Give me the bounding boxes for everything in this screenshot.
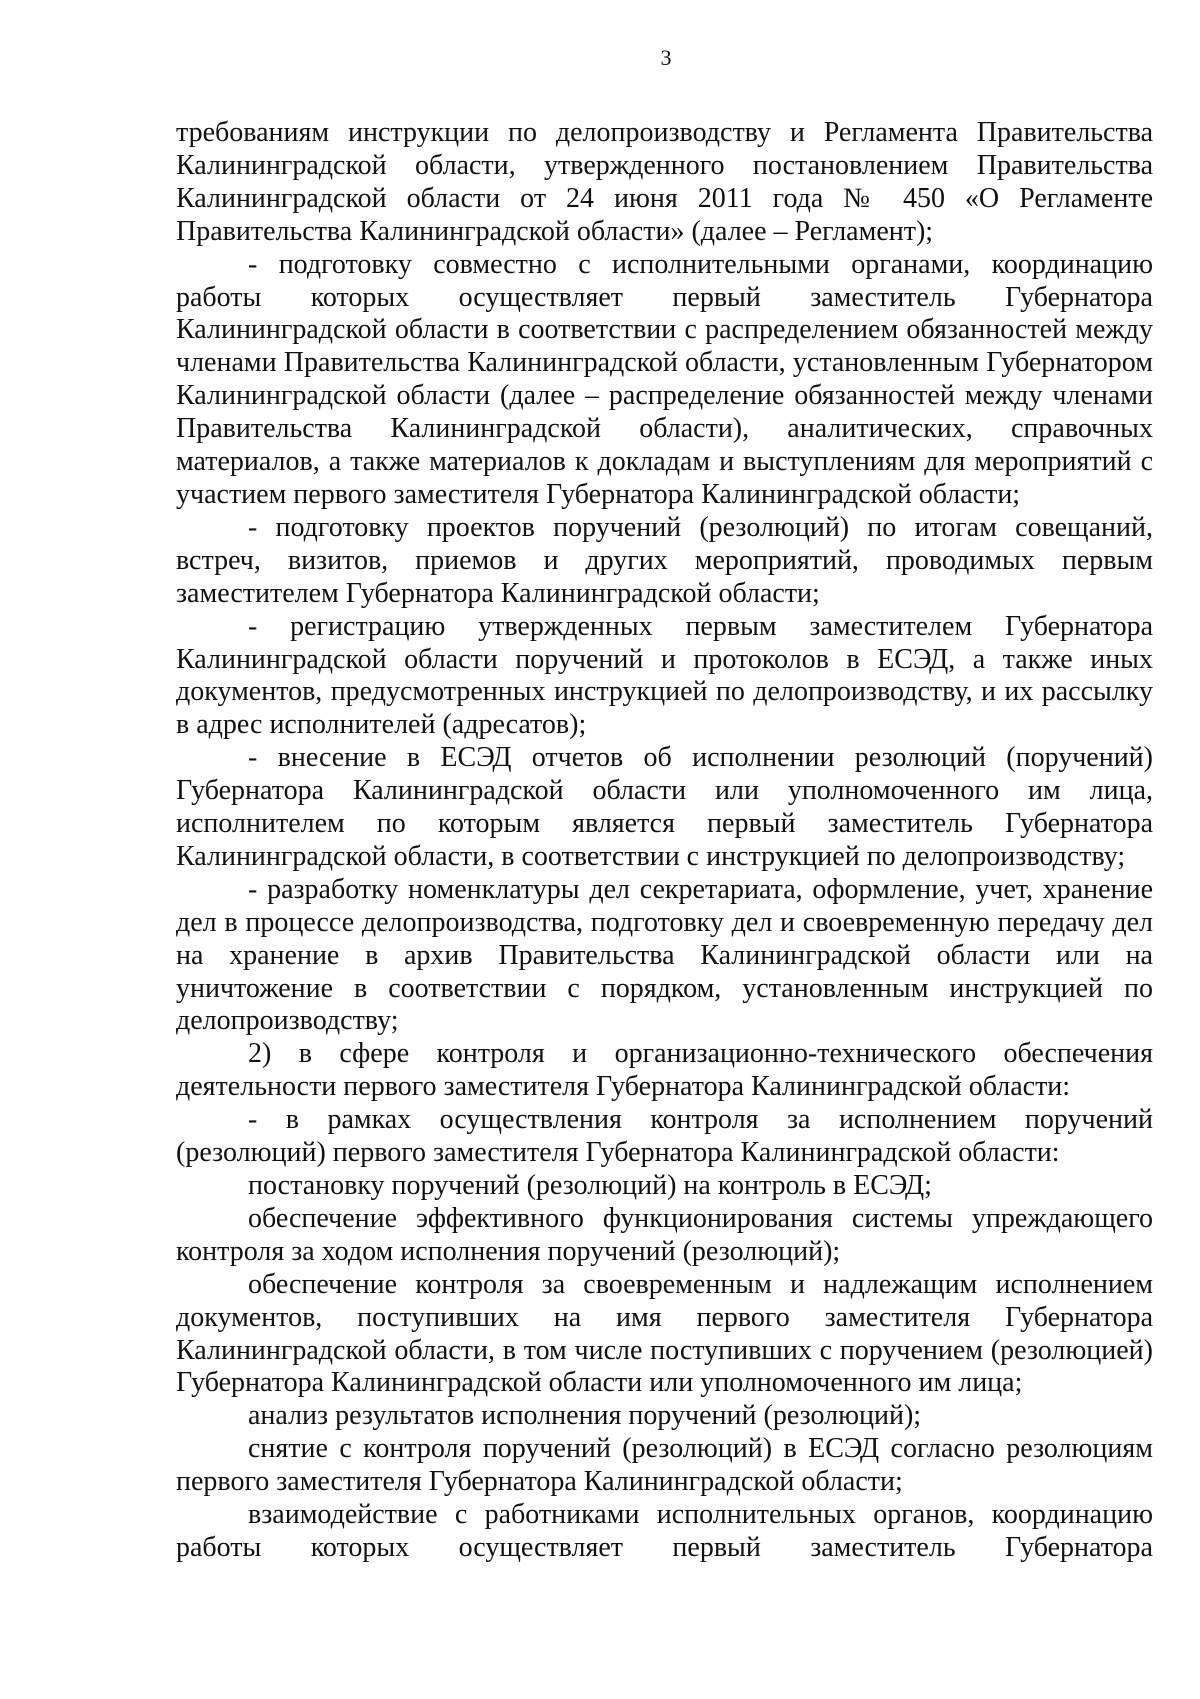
page-number: 3 [660, 45, 672, 70]
paragraph: - разработку номенклатуры дел секретариата, оформление, учет, хранение дел в процессе делопроизводства, подготовку дел и своевременную передачу дел на хранение в архив Правительства Калининградской области или на уничтожение в соответствии с порядком, установленным инструкцией по делопроизводству; [176, 873, 1153, 1037]
paragraph: постановку поручений (резолюций) на контроль в ЕСЭД; [248, 1170, 932, 1201]
paragraph: - подготовку проектов поручений (резолюций) по итогам совещаний, встреч, визитов, приемов и других мероприятий, проводимых первым заместителем Губернатора Калининградской области; [176, 511, 1153, 609]
paragraph: - подготовку совместно с исполнительными органами, координацию работы которых осуществляет первый заместитель Губернатора Калининградской области в соответствии с распределением обязанностей между членами Правительства Калининградской области, установленным Губернатором Калининградской области (далее – распределение обязанностей между членами Правительства Калининградской области), аналитических, справочных материалов, а также материалов к докладам и выступлениям для мероприятий с участием первого заместителя Губернатора Калининградской области; [176, 248, 1153, 510]
paragraph: анализ результатов исполнения поручений (резолюций); [248, 1400, 922, 1432]
paragraph: обеспечение контроля за своевременным и надлежащим исполнением документов, поступивших на имя первого заместителя Губернатора Калининградской области, в том числе поступивших с поручением (резолюцией) Губернатора Калининградской области или уполномоченного им лица; [176, 1268, 1153, 1399]
paragraph: - регистрацию утвержденных первым заместителем Губернатора Калининградской области поручений и протоколов в ЕСЭД, а также иных документов, предусмотренных инструкцией по делопроизводству, и их рассылку в адрес исполнителей (адресатов); [176, 610, 1153, 741]
paragraph: требованиям инструкции по делопроизводству и Регламента Правительства Калининградской области, утвержденного постановлением Правительства Калининградской области от 24 июня 2011 года № 450 «О Регламенте Правительства Калининградской области» (далее – Регламент); [176, 117, 1153, 247]
paragraph: 2) в сфере контроля и организационно-технического обеспечения деятельности первого заместителя Губернатора Калининградской области: [176, 1038, 1153, 1103]
paragraph: - внесение в ЕСЭД отчетов об исполнении резолюций (поручений) Губернатора Калининградской области или уполномоченного им лица, исполнителем по которым является первый заместитель Губернатора Калининградской области, в соответствии с инструкцией по делопроизводству; [176, 742, 1153, 872]
paragraph: обеспечение эффективного функционирования системы упреждающего контроля за ходом исполнения поручений (резолюций); [176, 1202, 1153, 1267]
paragraph: снятие с контроля поручений (резолюций) в ЕСЭД согласно резолюциям первого заместителя Губернатора Калининградской области; [176, 1433, 1153, 1498]
paragraph: взаимодействие с работниками исполнительных органов, координацию работы которых осуществляет первый заместитель Губернатора [176, 1499, 1153, 1563]
paragraph: - в рамках осуществления контроля за исполнением поручений (резолюций) первого заместителя Губернатора Калининградской области: [176, 1104, 1153, 1169]
document-body [176, 117, 1153, 1565]
